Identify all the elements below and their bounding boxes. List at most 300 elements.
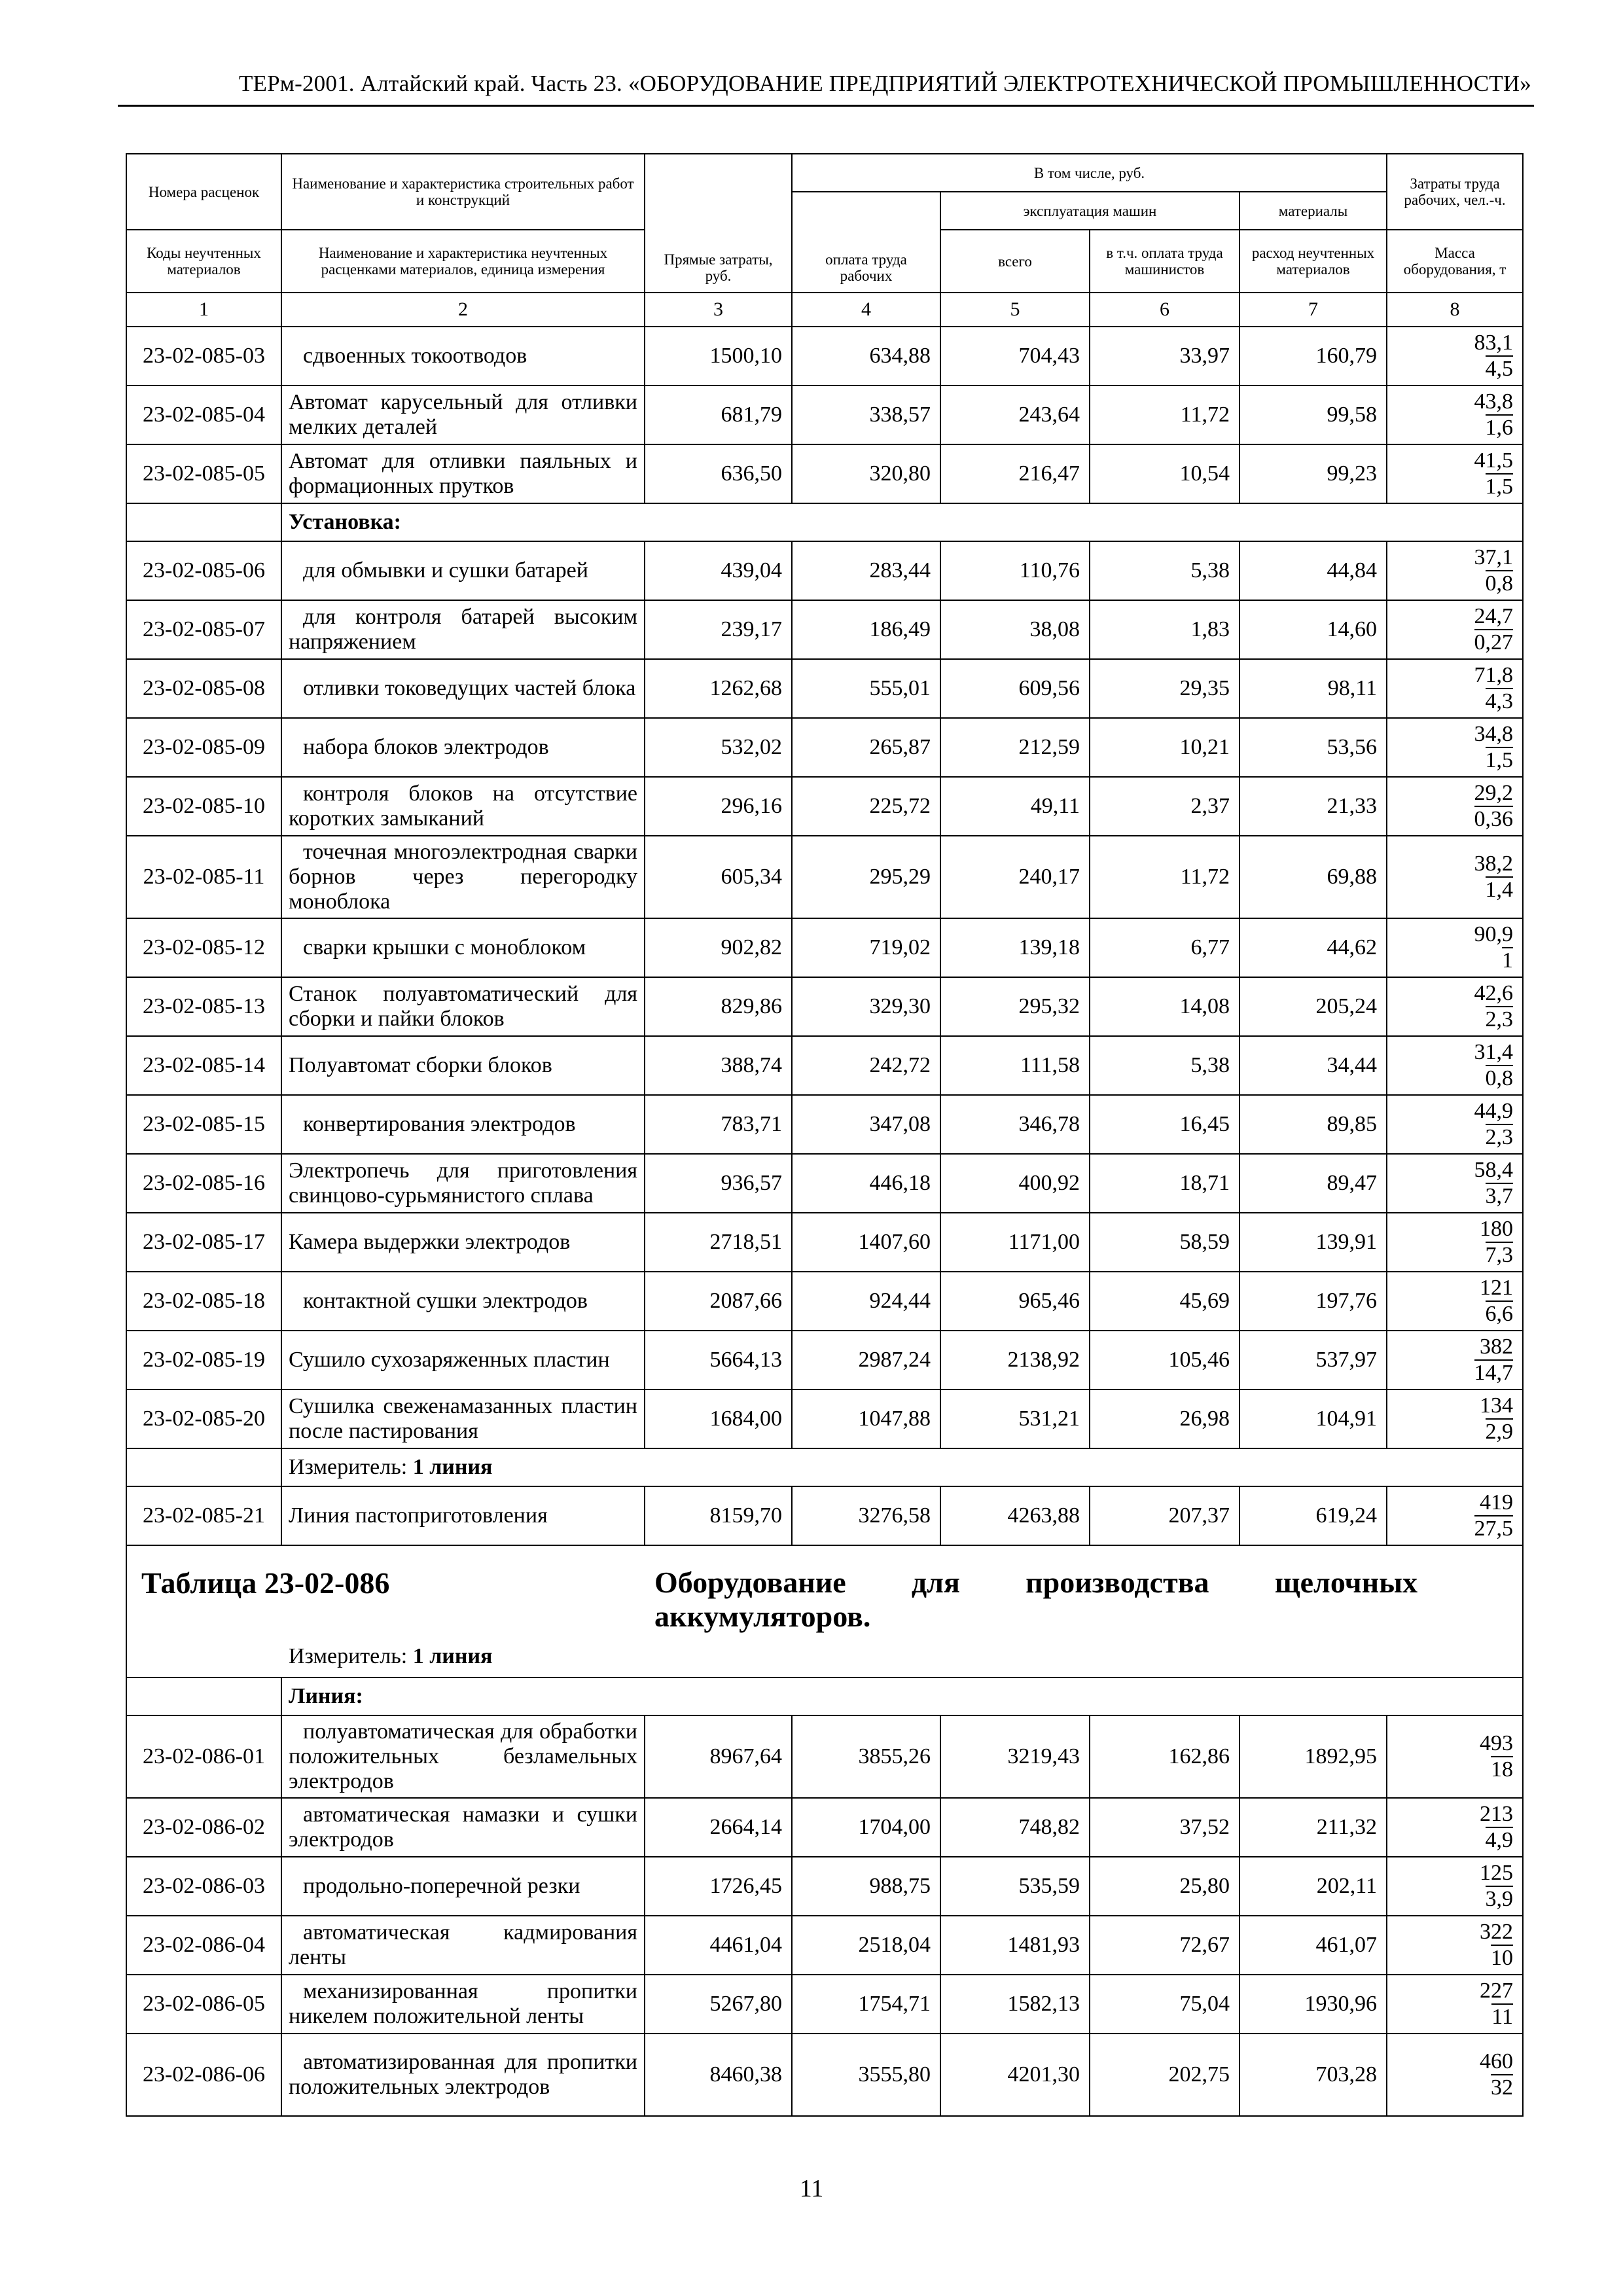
equipment-mass: 3,7 — [1485, 1184, 1514, 1208]
labor-hours: 38,2 — [1474, 852, 1514, 876]
rate-code: 23-02-085-16 — [126, 1154, 281, 1213]
work-name: Станок полуавтоматический для сборки и пайки блоков — [281, 977, 645, 1036]
direct-costs: 936,57 — [645, 1154, 792, 1213]
table-row — [126, 600, 1523, 659]
labor-hours: 29,2 — [1474, 781, 1514, 805]
table-row — [126, 1857, 1523, 1916]
materials-costs: 1892,95 — [1240, 1715, 1387, 1798]
work-name: для контроля батарей высоким напряжением — [281, 600, 645, 659]
materials-costs: 205,24 — [1240, 977, 1387, 1036]
direct-costs: 829,86 — [645, 977, 792, 1036]
column-number: 2 — [281, 293, 645, 327]
equipment-mass: 0,8 — [1485, 571, 1514, 596]
machinist-pay: 10,21 — [1090, 718, 1240, 777]
equipment-mass: 1,5 — [1485, 748, 1514, 772]
labor-hours: 44,9 — [1474, 1099, 1514, 1123]
labor-hours: 419 — [1480, 1490, 1514, 1515]
labor-hours-mass — [1387, 1095, 1523, 1154]
header-machines: эксплуатация машин — [940, 192, 1240, 230]
machine-costs: 531,21 — [940, 1390, 1090, 1448]
measure-label: Измеритель: — [289, 1644, 408, 1668]
machine-costs: 3219,43 — [940, 1715, 1090, 1798]
table-number: Таблица 23-02-086 — [141, 1566, 390, 1600]
work-name: Сушило сухозаряженных пластин — [281, 1331, 645, 1390]
header-col3: Прямые затраты, руб. — [645, 154, 792, 293]
rate-code: 23-02-085-03 — [126, 327, 281, 386]
work-name: продольно-поперечной резки — [281, 1857, 645, 1916]
fraction — [1480, 1861, 1513, 1912]
labor-hours-mass — [1387, 1331, 1523, 1390]
materials-costs: 619,24 — [1240, 1486, 1387, 1545]
running-head: ТЕРм-2001. Алтайский край. Часть 23. «ОБОРУДОВАНИЕ ПРЕДПРИЯТИЙ ЭЛЕКТРОТЕХНИЧЕСКОЙ ПРОМЫШЛЕННОСТИ» — [238, 71, 1531, 96]
materials-costs: 139,91 — [1240, 1213, 1387, 1272]
direct-costs: 5664,13 — [645, 1331, 792, 1390]
direct-costs: 2087,66 — [645, 1272, 792, 1331]
labor-hours: 460 — [1480, 2049, 1514, 2073]
fraction — [1480, 1276, 1513, 1327]
header-labor: оплата труда рабочих — [792, 192, 940, 293]
labor-hours: 34,8 — [1474, 722, 1514, 746]
materials-costs: 14,60 — [1240, 600, 1387, 659]
work-name: набора блоков электродов — [281, 718, 645, 777]
equipment-mass: 7,3 — [1485, 1243, 1514, 1267]
equipment-mass: 10 — [1491, 1946, 1514, 1970]
header-col2-top: Наименование и характеристика строительных работ и конструкций — [281, 154, 645, 230]
fraction — [1474, 1490, 1514, 1541]
machine-costs: 240,17 — [940, 836, 1090, 918]
labor-pay: 3855,26 — [792, 1715, 940, 1798]
header-machines-total: всего — [940, 230, 1090, 293]
labor-hours: 90,9 — [1474, 922, 1514, 946]
rate-code: 23-02-086-03 — [126, 1857, 281, 1916]
direct-costs: 636,50 — [645, 444, 792, 503]
fraction — [1480, 1920, 1513, 1971]
labor-hours: 227 — [1480, 1979, 1514, 2003]
work-name: точечная многоэлектродная сварки борнов через перегородку моноблока — [281, 836, 645, 918]
labor-hours: 493 — [1480, 1731, 1514, 1755]
section-install: Установка: — [281, 503, 1523, 541]
labor-pay: 295,29 — [792, 836, 940, 918]
machinist-pay: 162,86 — [1090, 1715, 1240, 1798]
equipment-mass: 32 — [1491, 2075, 1514, 2100]
header-incl: В том числе, руб. — [792, 154, 1387, 192]
labor-hours: 322 — [1480, 1920, 1514, 1944]
fraction — [1480, 1393, 1513, 1444]
work-name: механизированная пропитки никелем положительной ленты — [281, 1975, 645, 2034]
equipment-mass: 1,6 — [1485, 416, 1514, 440]
machine-costs: 216,47 — [940, 444, 1090, 503]
labor-hours-mass — [1387, 1975, 1523, 2034]
direct-costs: 296,16 — [645, 777, 792, 836]
fraction — [1480, 1731, 1513, 1782]
table-row — [126, 1486, 1523, 1545]
work-name: автоматическая кадмирования ленты — [281, 1916, 645, 1975]
equipment-mass: 2,9 — [1485, 1420, 1514, 1444]
direct-costs: 439,04 — [645, 541, 792, 600]
header-col8-bottom: Масса оборудования, т — [1387, 230, 1523, 293]
materials-costs: 537,97 — [1240, 1331, 1387, 1390]
rows-group-a — [126, 327, 1523, 503]
machine-costs: 243,64 — [940, 386, 1090, 444]
materials-costs: 703,28 — [1240, 2034, 1387, 2116]
direct-costs: 8967,64 — [645, 1715, 792, 1798]
rate-code: 23-02-085-19 — [126, 1331, 281, 1390]
machine-costs: 535,59 — [940, 1857, 1090, 1916]
materials-costs: 211,32 — [1240, 1798, 1387, 1857]
work-name: сварки крышки с моноблоком — [281, 918, 645, 977]
materials-costs: 34,44 — [1240, 1036, 1387, 1095]
table-row — [126, 1916, 1523, 1975]
labor-hours-mass — [1387, 718, 1523, 777]
measure-b — [289, 1644, 492, 1669]
labor-hours: 180 — [1480, 1217, 1514, 1241]
direct-costs: 5267,80 — [645, 1975, 792, 2034]
work-name: контроля блоков на отсутствие коротких замыканий — [281, 777, 645, 836]
labor-hours: 24,7 — [1474, 604, 1514, 628]
labor-pay: 186,49 — [792, 600, 940, 659]
machinist-pay: 5,38 — [1090, 541, 1240, 600]
materials-costs: 98,11 — [1240, 659, 1387, 718]
direct-costs: 1684,00 — [645, 1390, 792, 1448]
rate-code: 23-02-085-15 — [126, 1095, 281, 1154]
rate-code: 23-02-085-10 — [126, 777, 281, 836]
machinist-pay: 58,59 — [1090, 1213, 1240, 1272]
rate-code: 23-02-085-17 — [126, 1213, 281, 1272]
direct-costs: 1262,68 — [645, 659, 792, 718]
section-blank — [126, 1677, 281, 1715]
table-row — [126, 1798, 1523, 1857]
machinist-pay: 11,72 — [1090, 386, 1240, 444]
direct-costs: 2718,51 — [645, 1213, 792, 1272]
labor-hours-mass — [1387, 1213, 1523, 1272]
table-row — [126, 718, 1523, 777]
labor-hours-mass — [1387, 836, 1523, 918]
machine-costs: 110,76 — [940, 541, 1090, 600]
machine-costs: 49,11 — [940, 777, 1090, 836]
rate-code: 23-02-085-18 — [126, 1272, 281, 1331]
direct-costs: 4461,04 — [645, 1916, 792, 1975]
table-row — [126, 918, 1523, 977]
direct-costs: 8460,38 — [645, 2034, 792, 2116]
labor-hours: 125 — [1480, 1861, 1514, 1885]
direct-costs: 2664,14 — [645, 1798, 792, 1857]
work-name: автоматизированная для пропитки положительных электродов — [281, 2034, 645, 2116]
table-row — [126, 1975, 1523, 2034]
fraction — [1474, 852, 1514, 903]
price-table — [126, 153, 1524, 2117]
materials-costs: 1930,96 — [1240, 1975, 1387, 2034]
work-name: конвертирования электродов — [281, 1095, 645, 1154]
labor-hours-mass — [1387, 1154, 1523, 1213]
table-row — [126, 2034, 1523, 2116]
work-name: Автомат для отливки паяльных и формационных прутков — [281, 444, 645, 503]
rate-code: 23-02-086-05 — [126, 1975, 281, 2034]
labor-hours: 31,4 — [1474, 1040, 1514, 1064]
materials-costs: 99,58 — [1240, 386, 1387, 444]
machine-costs: 346,78 — [940, 1095, 1090, 1154]
table-row — [126, 1154, 1523, 1213]
machine-costs: 400,92 — [940, 1154, 1090, 1213]
materials-costs: 21,33 — [1240, 777, 1387, 836]
work-name: контактной сушки электродов — [281, 1272, 645, 1331]
work-name: отливки токоведущих частей блока — [281, 659, 645, 718]
rate-code: 23-02-085-08 — [126, 659, 281, 718]
direct-costs: 1726,45 — [645, 1857, 792, 1916]
fraction — [1474, 722, 1514, 773]
equipment-mass: 0,8 — [1485, 1066, 1514, 1090]
machinist-pay: 2,37 — [1090, 777, 1240, 836]
measure-label: Измеритель: — [289, 1455, 408, 1479]
machine-costs: 609,56 — [940, 659, 1090, 718]
labor-hours: 134 — [1480, 1393, 1514, 1418]
header-materials-unaccounted: расход неучтенных материалов — [1240, 230, 1387, 293]
header-machines-labor: в т.ч. оплата труда машинистов — [1090, 230, 1240, 293]
table-row — [126, 327, 1523, 386]
labor-pay: 1704,00 — [792, 1798, 940, 1857]
machinist-pay: 5,38 — [1090, 1036, 1240, 1095]
table-title-block — [126, 1545, 1523, 1677]
machinist-pay: 37,52 — [1090, 1798, 1240, 1857]
materials-costs: 53,56 — [1240, 718, 1387, 777]
header-materials: материалы — [1240, 192, 1387, 230]
work-name: Электропечь для приготовления свинцово-сурьмянистого сплава — [281, 1154, 645, 1213]
fraction — [1480, 1217, 1513, 1268]
work-name: полуавтоматическая для обработки положительных безламельных электродов — [281, 1715, 645, 1798]
table-row — [126, 1213, 1523, 1272]
work-name: Сушилка свеженамазанных пластин после пастирования — [281, 1390, 645, 1448]
labor-hours-mass — [1387, 1272, 1523, 1331]
equipment-mass: 3,9 — [1485, 1887, 1514, 1911]
fraction — [1480, 1979, 1513, 2030]
rate-code: 23-02-085-07 — [126, 600, 281, 659]
header-col8-top: Затраты труда рабочих, чел.-ч. — [1387, 154, 1523, 230]
labor-pay: 347,08 — [792, 1095, 940, 1154]
table-row — [126, 1331, 1523, 1390]
rate-code: 23-02-086-06 — [126, 2034, 281, 2116]
materials-costs: 44,84 — [1240, 541, 1387, 600]
equipment-mass: 4,9 — [1485, 1828, 1514, 1852]
rows-group-d — [126, 1715, 1523, 2116]
labor-hours-mass — [1387, 1916, 1523, 1975]
machine-costs: 38,08 — [940, 600, 1090, 659]
labor-pay: 988,75 — [792, 1857, 940, 1916]
labor-hours: 37,1 — [1474, 545, 1514, 569]
machinist-pay: 105,46 — [1090, 1331, 1240, 1390]
materials-costs: 44,62 — [1240, 918, 1387, 977]
header-rule — [118, 105, 1534, 107]
labor-pay: 1754,71 — [792, 1975, 940, 2034]
machine-costs: 212,59 — [940, 718, 1090, 777]
machinist-pay: 25,80 — [1090, 1857, 1240, 1916]
fraction — [1474, 604, 1514, 655]
work-name: Полуавтомат сборки блоков — [281, 1036, 645, 1095]
machinist-pay: 202,75 — [1090, 2034, 1240, 2116]
labor-pay: 446,18 — [792, 1154, 940, 1213]
labor-hours: 42,6 — [1474, 981, 1514, 1005]
machine-costs: 1481,93 — [940, 1916, 1090, 1975]
rate-code: 23-02-086-02 — [126, 1798, 281, 1857]
labor-pay: 2987,24 — [792, 1331, 940, 1390]
materials-costs: 160,79 — [1240, 327, 1387, 386]
fraction — [1474, 448, 1514, 499]
rate-code: 23-02-085-09 — [126, 718, 281, 777]
labor-hours-mass — [1387, 1715, 1523, 1798]
direct-costs: 239,17 — [645, 600, 792, 659]
table-row — [126, 777, 1523, 836]
labor-pay: 3555,80 — [792, 2034, 940, 2116]
table-row — [126, 659, 1523, 718]
table-row — [126, 386, 1523, 444]
direct-costs: 388,74 — [645, 1036, 792, 1095]
fraction — [1474, 1335, 1514, 1386]
fraction — [1474, 389, 1514, 440]
column-number: 1 — [126, 293, 281, 327]
labor-hours-mass — [1387, 1036, 1523, 1095]
work-name: сдвоенных токоотводов — [281, 327, 645, 386]
labor-pay: 924,44 — [792, 1272, 940, 1331]
materials-costs: 89,85 — [1240, 1095, 1387, 1154]
labor-hours: 121 — [1480, 1276, 1514, 1300]
fraction — [1480, 2049, 1513, 2100]
fraction — [1474, 331, 1514, 382]
rate-code: 23-02-085-20 — [126, 1390, 281, 1448]
machinist-pay: 45,69 — [1090, 1272, 1240, 1331]
work-name: Камера выдержки электродов — [281, 1213, 645, 1272]
fraction — [1474, 663, 1514, 714]
rate-code: 23-02-085-12 — [126, 918, 281, 977]
labor-hours-mass — [1387, 444, 1523, 503]
column-number: 3 — [645, 293, 792, 327]
materials-costs: 99,23 — [1240, 444, 1387, 503]
labor-hours: 43,8 — [1474, 389, 1514, 414]
labor-hours: 213 — [1480, 1802, 1514, 1826]
equipment-mass: 1,5 — [1485, 475, 1514, 499]
rows-group-c — [126, 1486, 1523, 1545]
equipment-mass: 6,6 — [1485, 1302, 1514, 1326]
equipment-mass: 0,36 — [1474, 807, 1514, 831]
direct-costs: 783,71 — [645, 1095, 792, 1154]
labor-hours: 58,4 — [1474, 1158, 1514, 1182]
work-name: Линия пастоприготовления — [281, 1486, 645, 1545]
header-col2-bottom: Наименование и характеристика неучтенных расценками материалов, единица измерения — [281, 230, 645, 293]
work-name: Автомат карусельный для отливки мелких деталей — [281, 386, 645, 444]
machine-costs: 1171,00 — [940, 1213, 1090, 1272]
equipment-mass: 14,7 — [1474, 1361, 1514, 1385]
column-number: 4 — [792, 293, 940, 327]
materials-costs: 202,11 — [1240, 1857, 1387, 1916]
machinist-pay: 29,35 — [1090, 659, 1240, 718]
table-name: Оборудование для производства щелочных аккумуляторов. — [654, 1566, 1418, 1633]
column-number: 7 — [1240, 293, 1387, 327]
labor-pay: 283,44 — [792, 541, 940, 600]
equipment-mass: 11 — [1491, 2005, 1514, 2029]
machinist-pay: 72,67 — [1090, 1916, 1240, 1975]
rate-code: 23-02-085-06 — [126, 541, 281, 600]
machinist-pay: 75,04 — [1090, 1975, 1240, 2034]
materials-costs: 197,76 — [1240, 1272, 1387, 1331]
machine-costs: 4263,88 — [940, 1486, 1090, 1545]
machine-costs: 748,82 — [940, 1798, 1090, 1857]
table-row — [126, 836, 1523, 918]
machine-costs: 2138,92 — [940, 1331, 1090, 1390]
fraction — [1474, 1040, 1514, 1091]
materials-costs: 461,07 — [1240, 1916, 1387, 1975]
labor-hours-mass — [1387, 327, 1523, 386]
labor-pay: 329,30 — [792, 977, 940, 1036]
rate-code: 23-02-085-05 — [126, 444, 281, 503]
equipment-mass: 2,3 — [1485, 1125, 1514, 1149]
fraction — [1474, 981, 1514, 1032]
labor-pay: 338,57 — [792, 386, 940, 444]
labor-hours-mass — [1387, 1486, 1523, 1545]
equipment-mass: 2,3 — [1485, 1007, 1514, 1031]
fraction — [1474, 545, 1514, 596]
equipment-mass: 4,5 — [1485, 357, 1514, 381]
machinist-pay: 33,97 — [1090, 327, 1240, 386]
materials-costs: 89,47 — [1240, 1154, 1387, 1213]
fraction — [1474, 781, 1514, 832]
table-row — [126, 977, 1523, 1036]
labor-pay: 225,72 — [792, 777, 940, 836]
rate-code: 23-02-086-04 — [126, 1916, 281, 1975]
table-row — [126, 1715, 1523, 1798]
labor-hours: 41,5 — [1474, 448, 1514, 473]
machine-costs: 704,43 — [940, 327, 1090, 386]
labor-pay: 719,02 — [792, 918, 940, 977]
materials-costs: 69,88 — [1240, 836, 1387, 918]
measure-value: 1 линия — [412, 1455, 493, 1479]
labor-pay: 265,87 — [792, 718, 940, 777]
machinist-pay: 18,71 — [1090, 1154, 1240, 1213]
section-line: Линия: — [281, 1677, 1523, 1715]
direct-costs: 8159,70 — [645, 1486, 792, 1545]
labor-hours-mass — [1387, 977, 1523, 1036]
labor-hours-mass — [1387, 1390, 1523, 1448]
labor-hours-mass — [1387, 541, 1523, 600]
direct-costs: 902,82 — [645, 918, 792, 977]
machinist-pay: 6,77 — [1090, 918, 1240, 977]
header-col1-top: Номера расценок — [126, 154, 281, 230]
rate-code: 23-02-086-01 — [126, 1715, 281, 1798]
table-row — [126, 1390, 1523, 1448]
fraction — [1474, 1099, 1514, 1150]
table-row — [126, 444, 1523, 503]
labor-pay: 634,88 — [792, 327, 940, 386]
rate-code: 23-02-085-14 — [126, 1036, 281, 1095]
labor-pay: 1047,88 — [792, 1390, 940, 1448]
rows-group-b — [126, 541, 1523, 1448]
table-row — [126, 541, 1523, 600]
section-blank — [126, 1448, 281, 1486]
direct-costs: 605,34 — [645, 836, 792, 918]
labor-pay: 3276,58 — [792, 1486, 940, 1545]
labor-pay: 1407,60 — [792, 1213, 940, 1272]
machine-costs: 139,18 — [940, 918, 1090, 977]
labor-hours: 83,1 — [1474, 331, 1514, 355]
machinist-pay: 11,72 — [1090, 836, 1240, 918]
labor-hours-mass — [1387, 2034, 1523, 2116]
machine-costs: 111,58 — [940, 1036, 1090, 1095]
equipment-mass: 1 — [1502, 948, 1514, 973]
work-name: автоматическая намазки и сушки электродов — [281, 1798, 645, 1857]
equipment-mass: 0,27 — [1474, 630, 1514, 655]
direct-costs: 681,79 — [645, 386, 792, 444]
labor-pay: 555,01 — [792, 659, 940, 718]
labor-hours-mass — [1387, 659, 1523, 718]
fraction — [1474, 1158, 1514, 1209]
direct-costs: 532,02 — [645, 718, 792, 777]
machine-costs: 4201,30 — [940, 2034, 1090, 2116]
